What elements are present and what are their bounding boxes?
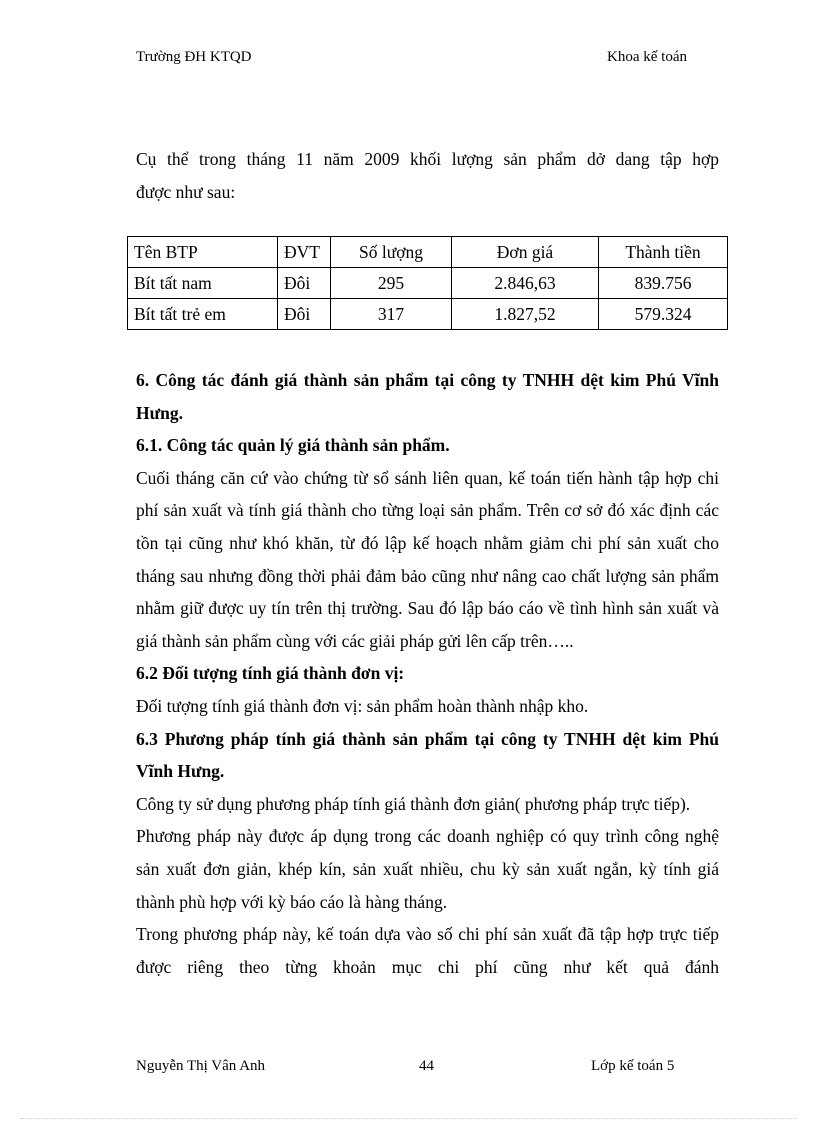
header-school: Trường ĐH KTQD [136, 49, 252, 65]
footer-class: Lớp kế toán 5 [591, 1058, 675, 1074]
section-6-2-paragraph: Đối tượng tính giá thành đơn vị: sản phẩm hoàn thành nhập kho. [136, 695, 589, 716]
section-6-3-paragraph-3: Trong phương pháp này, kế toán dựa vào số chi phí sản xuất đã tập hợp trực tiếp được riêng theo từng khoản mục chi phí cũng như kết quả đánh [136, 924, 719, 977]
section-6-1-paragraph: Cuối tháng căn cứ vào chứng từ sổ sánh liên quan, kế toán tiến hành tập hợp chi phí sản xuất và tính giá thành cho từng loại sản phẩm. Trên cơ sở đó xác định các tồn tại cũng như khó khăn, từ đó lập kế hoạch nhằm giảm chi phí sản xuất cho tháng sau nhưng đồng thời phải đảm bảo cũng như nâng cao chất lượng sản phẩm nhằm giữ được uy tín trên thị trường. Sau đó lập báo cáo về tình hình sản xuất và giá thành sản phẩm cùng với các giải pháp gửi lên cấp trên….. [136, 467, 719, 651]
main-content [136, 364, 719, 983]
cell-price: 1.827,52 [452, 299, 599, 330]
intro-paragraph [136, 143, 719, 208]
section-6-3-heading: 6.3 Phương pháp tính giá thành sản phẩm tại công ty TNHH dệt kim Phú Vĩnh Hưng. [136, 728, 719, 782]
section-6-heading: 6. Công tác đánh giá thành sản phẩm tại công ty TNHH dệt kim Phú Vĩnh Hưng. [136, 370, 719, 423]
footer-author: Nguyễn Thị Vân Anh [136, 1058, 266, 1074]
col-header-price: Đơn giá [452, 237, 599, 268]
section-6-3-paragraph-1: Công ty sử dụng phương pháp tính giá thành đơn giản( phương pháp trực tiếp). [136, 793, 691, 814]
cell-unit: Đôi [278, 268, 331, 299]
cell-qty: 317 [331, 299, 452, 330]
table-header-row [128, 237, 728, 268]
table-row [128, 268, 728, 299]
table-row [128, 299, 728, 330]
footer-page-number: 44 [419, 1058, 434, 1074]
cell-name: Bít tất trẻ em [128, 299, 278, 330]
cell-amount: 839.756 [599, 268, 728, 299]
wip-table [127, 236, 728, 330]
section-6-2-heading: 6.2 Đối tượng tính giá thành đơn vị: [136, 663, 405, 684]
cell-amount: 579.324 [599, 299, 728, 330]
col-header-unit: ĐVT [278, 237, 331, 268]
intro-line-1: Cụ thể trong tháng 11 năm 2009 khối lượng sản phẩm dở dang tập hợp [136, 149, 719, 169]
col-header-name: Tên BTP [128, 237, 278, 268]
section-6-1-heading: 6.1. Công tác quản lý giá thành sản phẩm. [136, 435, 450, 456]
col-header-qty: Số lượng [331, 237, 452, 268]
cell-name: Bít tất nam [128, 268, 278, 299]
cell-qty: 295 [331, 268, 452, 299]
intro-line-2: được như sau: [136, 181, 236, 202]
page-bottom-divider [20, 1118, 796, 1119]
cell-price: 2.846,63 [452, 268, 599, 299]
section-6-3-paragraph-2: Phương pháp này được áp dụng trong các doanh nghiệp có quy trình công nghệ sản xuất đơn giản, khép kín, sản xuất nhiều, chu kỳ sản xuất ngắn, kỳ tính giá thành phù hợp với kỳ báo cáo là hàng tháng. [136, 826, 719, 912]
cell-unit: Đôi [278, 299, 331, 330]
col-header-amount: Thành tiền [599, 237, 728, 268]
header-faculty: Khoa kế toán [607, 49, 687, 65]
